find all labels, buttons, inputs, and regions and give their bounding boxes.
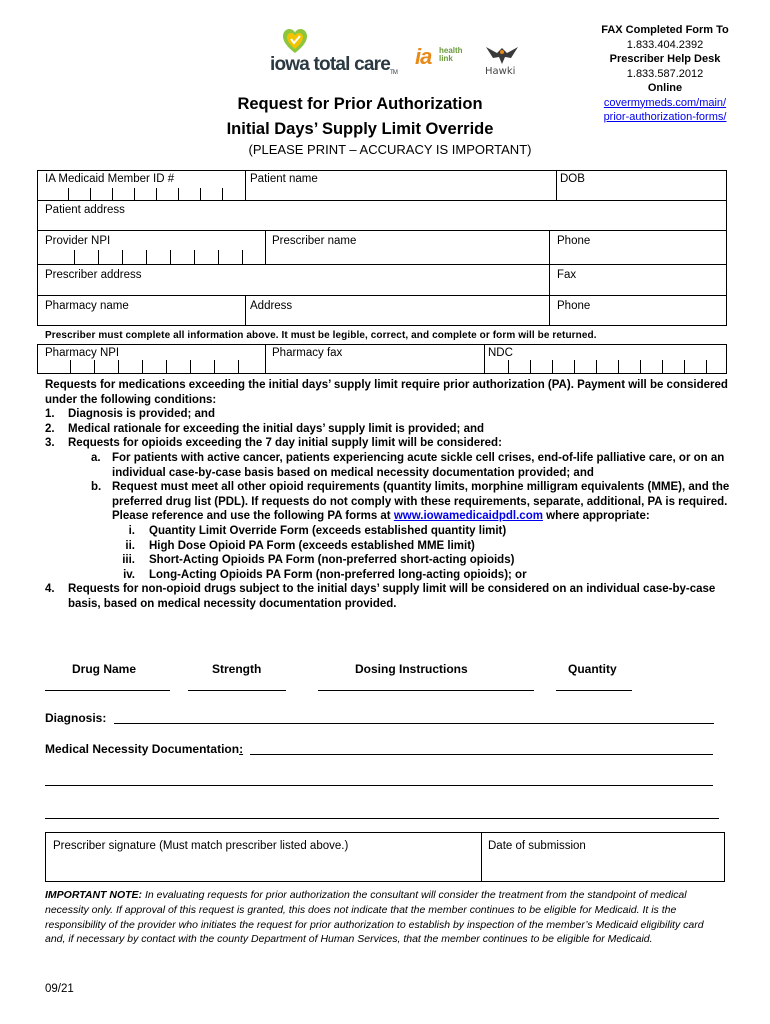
online-link-line-1[interactable]: covermymeds.com/main/ <box>603 96 727 109</box>
form-ii: ii. High Dose Opioid PA Form (exceeds established MME limit) <box>125 539 475 552</box>
form-title-line-1: Request for Prior Authorization <box>237 95 483 113</box>
health-link-wordmark: health link <box>439 46 463 63</box>
quantity-header: Quantity <box>568 662 617 676</box>
help-desk-number: 1.833.587.2012 <box>626 67 704 80</box>
condition-1: 1. Diagnosis is provided; and <box>45 408 215 421</box>
pharmacy-row <box>37 295 727 326</box>
phone-label[interactable]: Phone <box>557 235 591 247</box>
fax-label: FAX Completed Form To <box>601 24 729 36</box>
prescriber-address-label[interactable]: Prescriber address <box>45 269 142 281</box>
medical-necessity-label: Medical Necessity Documentation: <box>45 742 244 756</box>
patient-address-row[interactable] <box>37 200 727 231</box>
must-complete-notice: Prescriber must complete all information above. It must be legible, correct, and complete or form will be returned. <box>45 330 597 341</box>
online-label: Online <box>647 82 683 94</box>
medical-necessity-input-3[interactable] <box>45 818 719 819</box>
diagnosis-label: Diagnosis: <box>45 711 107 725</box>
pharmacy-npi-label: Pharmacy NPI <box>45 347 120 359</box>
member-id-field[interactable] <box>39 186 244 200</box>
form-title-line-2: Initial Days’ Supply Limit Override <box>226 120 494 138</box>
patient-name-label[interactable]: Patient name <box>250 173 318 185</box>
member-id-label: IA Medicaid Member ID # <box>45 173 175 185</box>
form-i: i. Quantity Limit Override Form (exceeds established quantity limit) <box>128 524 507 537</box>
form-iv: iv. Long-Acting Opioids PA Form (non-preferred long-acting opioids); or <box>123 568 527 581</box>
hawk-icon <box>485 44 519 66</box>
drug-name-header: Drug Name <box>72 662 137 676</box>
ia-health-link-logo <box>415 44 475 74</box>
form-title <box>180 92 540 142</box>
condition-2: 2. Medical rationale for exceeding the initial days’ supply limit is provided; and <box>45 422 485 435</box>
pharmacy-phone-label[interactable]: Phone <box>557 300 591 312</box>
form-date-code: 09/21 <box>45 983 74 995</box>
strength-header: Strength <box>212 662 262 676</box>
dosing-input[interactable] <box>318 690 534 691</box>
condition-3a: a. For patients with active cancer, patients experiencing acute sickle cell crises, end-of-life palliative care, or on an individual case-by-case basis based on medical necessity documentation provided; and <box>91 451 725 479</box>
hawki-logo <box>483 44 523 80</box>
condition-3: 3. Requests for opioids exceeding the 7 day initial supply limit will be considered: <box>45 437 502 450</box>
dob-label[interactable]: DOB <box>560 173 585 185</box>
ia-wordmark: ia <box>415 44 432 69</box>
ndc-field[interactable] <box>485 358 725 373</box>
condition-3b: b. Request must meet all other opioid requirements (quantity limits, morphine milligram equivalents (MME), and the preferred drug list (PDL). If requests do not comply with these requirements, separate, additional, PA is required. Please reference and use the following PA forms at www.iowamedicaidpdl.com where appropriate: <box>91 481 730 523</box>
pharmacy-address-label[interactable]: Address <box>250 300 293 312</box>
logos <box>270 26 530 81</box>
date-of-submission-field[interactable]: Date of submission <box>488 840 586 852</box>
pharmacy-name-label[interactable]: Pharmacy name <box>45 300 129 312</box>
patient-address-label: Patient address <box>45 204 125 216</box>
conditions-text <box>45 378 735 612</box>
ndc-label: NDC <box>488 347 513 359</box>
heart-shield-icon <box>282 28 308 54</box>
condition-4: 4. Requests for non-opioid drugs subject to the initial days’ supply limit will be considered on an individual case-by-case basis, based on medical necessity documentation provided. <box>45 583 716 610</box>
please-print-note: (PLEASE PRINT – ACCURACY IS IMPORTANT) <box>248 142 532 157</box>
hawki-wordmark: Hawki <box>485 66 516 77</box>
fax-number: 1.833.404.2392 <box>626 38 704 51</box>
strength-input[interactable] <box>188 690 286 691</box>
intro-paragraph: Requests for medications exceeding the initial days’ supply limit require prior authorization (PA). Payment will be considered under the following conditions: <box>45 379 728 406</box>
form-iii: iii. Short-Acting Opioids PA Form (non-preferred short-acting opioids) <box>122 554 515 567</box>
important-note: IMPORTANT NOTE: In evaluating requests for prior authorization the consultant will consider the treatment from the standpoint of medical necessity only. If approval of this request is granted, this does not indicate that the member continues to be eligible for Medicaid. It is the responsibility of the provider who initiates the request for prior authorization to establish by inspection of the member’s Medicaid eligibility card and, if necessary by contact with the county Department of Human Services, that the member continues to be eligible for Medicaid. <box>45 889 704 946</box>
iowa-medicaid-pdl-link[interactable]: www.iowamedicaidpdl.com <box>393 510 543 523</box>
drug-name-input[interactable] <box>45 690 170 691</box>
iowa-total-care-wordmark: iowa total careTM <box>270 54 398 76</box>
pharmacy-fax-label[interactable]: Pharmacy fax <box>272 347 343 359</box>
provider-npi-field[interactable] <box>39 248 264 264</box>
help-desk-label: Prescriber Help Desk <box>609 53 721 65</box>
provider-npi-label: Provider NPI <box>45 235 111 247</box>
prescriber-name-label[interactable]: Prescriber name <box>272 235 357 247</box>
medical-necessity-input-1[interactable] <box>250 754 713 755</box>
fax-label-field[interactable]: Fax <box>557 269 577 281</box>
quantity-input[interactable] <box>556 690 632 691</box>
iowa-total-care-logo <box>270 26 410 81</box>
prescriber-signature-field[interactable]: Prescriber signature (Must match prescriber listed above.) <box>53 840 349 852</box>
dosing-header: Dosing Instructions <box>355 662 468 676</box>
online-link-line-2[interactable]: prior-authorization-forms/ <box>603 111 727 123</box>
medical-necessity-input-2[interactable] <box>45 785 713 786</box>
pharmacy-npi-field[interactable] <box>39 358 264 373</box>
contact-block <box>560 23 770 125</box>
diagnosis-input[interactable] <box>114 723 714 724</box>
